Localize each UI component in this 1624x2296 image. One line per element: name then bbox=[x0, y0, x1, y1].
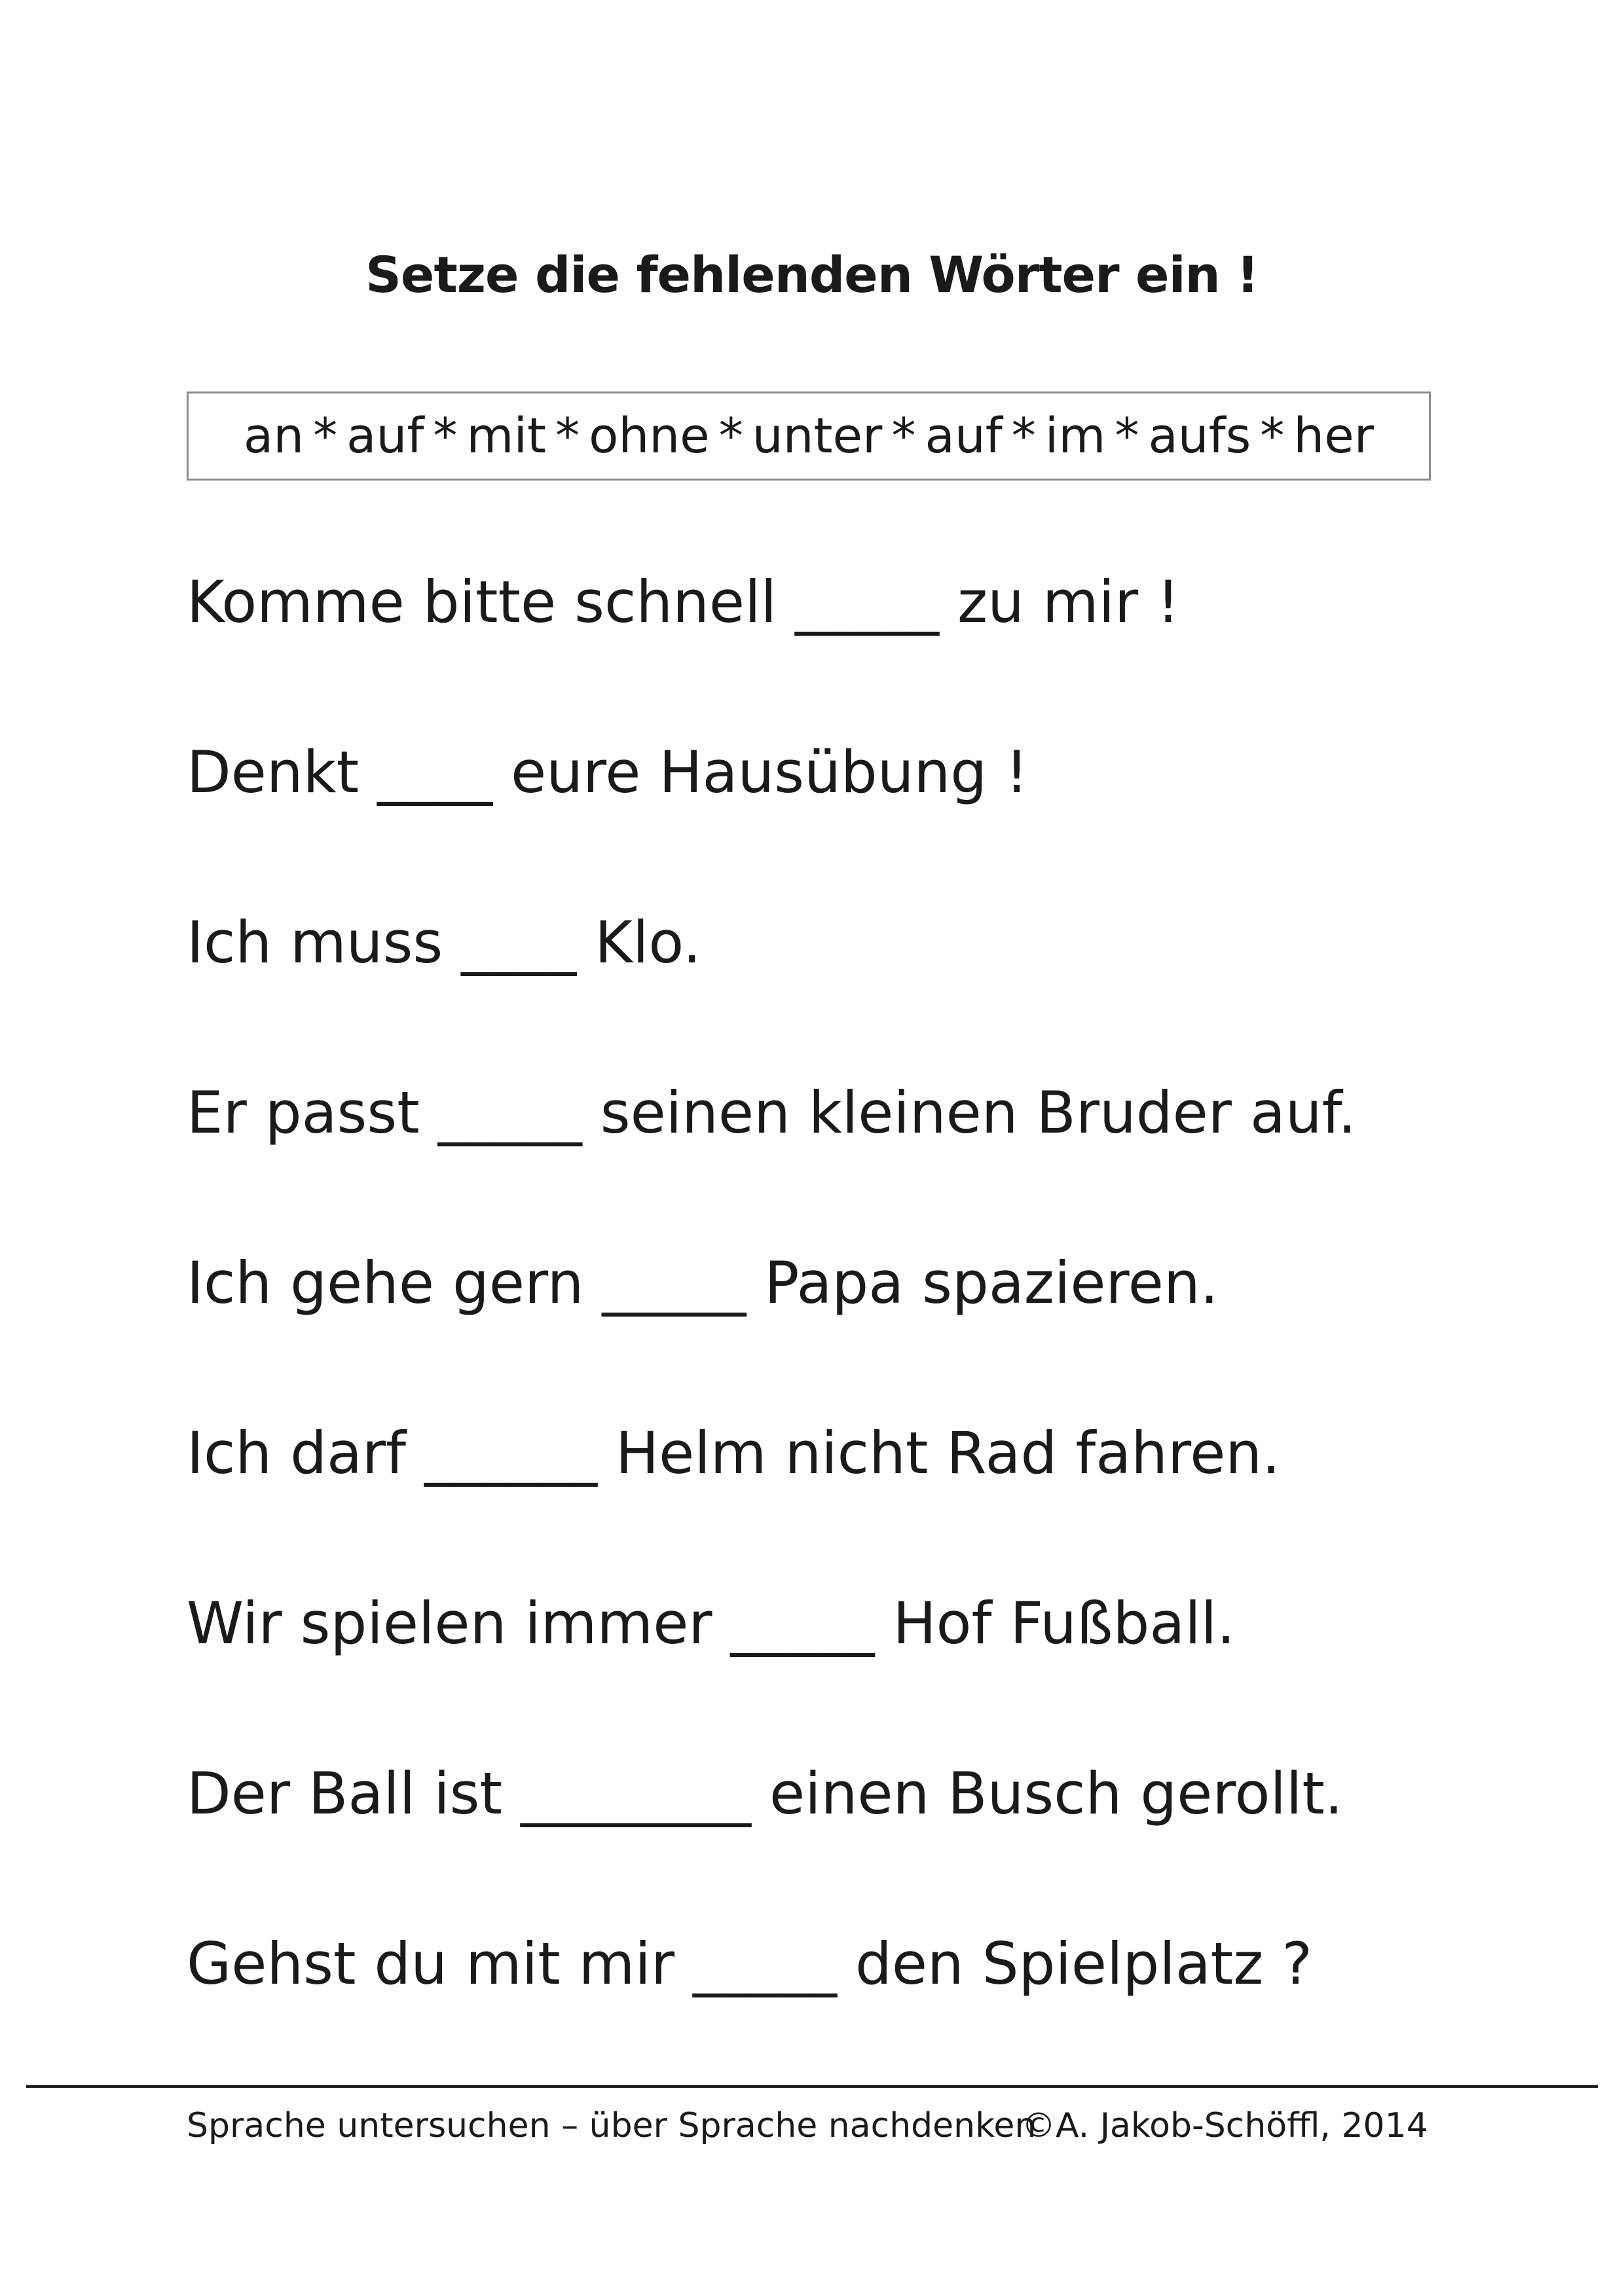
sentence-text-before: Ich muss bbox=[187, 909, 443, 976]
sentence-text-before: Ich gehe gern bbox=[187, 1249, 584, 1317]
word-bank-box bbox=[187, 392, 1431, 481]
exercise-sentence-3 bbox=[187, 903, 701, 982]
exercise-sentence-8 bbox=[187, 1755, 1343, 1833]
answer-blank[interactable]: _____ bbox=[730, 1590, 875, 1657]
sentence-text-after: eure Hausübung ! bbox=[511, 738, 1029, 806]
word-bank-word: im bbox=[1044, 408, 1106, 464]
footer-divider bbox=[26, 2085, 1598, 2088]
word-bank-word: auf bbox=[925, 408, 1003, 464]
answer-blank[interactable]: _____ bbox=[437, 1079, 582, 1146]
word-bank-word: auf bbox=[346, 408, 424, 464]
sentence-text-after: Papa spazieren. bbox=[764, 1249, 1219, 1317]
worksheet-title: Setze die fehlenden Wörter ein ! bbox=[365, 246, 1259, 304]
sentence-text-before: Der Ball ist bbox=[187, 1760, 503, 1827]
answer-blank[interactable]: _____ bbox=[794, 568, 939, 636]
sentence-text-after: den Spielplatz ? bbox=[855, 1930, 1313, 1997]
word-bank-word: aufs bbox=[1148, 408, 1251, 464]
sentence-text-before: Wir spielen immer bbox=[187, 1590, 712, 1657]
word-bank-separator: * bbox=[1011, 408, 1036, 464]
answer-blank[interactable]: ____ bbox=[461, 909, 577, 976]
word-bank-word: her bbox=[1293, 408, 1375, 464]
exercise-sentence-5 bbox=[187, 1244, 1219, 1322]
word-bank-separator: * bbox=[891, 408, 916, 464]
sentence-text-after: zu mir ! bbox=[957, 568, 1180, 636]
sentence-text-before: Ich darf bbox=[187, 1419, 407, 1487]
answer-blank[interactable]: ______ bbox=[424, 1419, 598, 1487]
word-bank-word: an bbox=[243, 408, 304, 464]
exercise-sentence-7 bbox=[187, 1584, 1235, 1663]
exercise-sentence-4 bbox=[187, 1074, 1356, 1152]
exercise-sentence-2 bbox=[187, 733, 1028, 812]
word-bank-word: mit bbox=[466, 408, 547, 464]
word-bank-separator: * bbox=[718, 408, 743, 464]
exercise-sentence-9 bbox=[187, 1925, 1312, 2003]
sentence-text-before: Denkt bbox=[187, 738, 360, 806]
word-bank-separator: * bbox=[555, 408, 580, 464]
answer-blank[interactable]: _____ bbox=[602, 1249, 747, 1317]
word-bank-separator: * bbox=[433, 408, 458, 464]
sentence-text-after: Klo. bbox=[595, 909, 701, 976]
sentence-text-before: Er passt bbox=[187, 1079, 420, 1146]
sentence-text-before: Komme bitte schnell bbox=[187, 568, 777, 636]
footer-copyright: ©A. Jakob-Schöffl, 2014 bbox=[1022, 2106, 1428, 2145]
word-bank-word: unter bbox=[752, 408, 883, 464]
sentence-text-after: seinen kleinen Bruder auf. bbox=[600, 1079, 1357, 1146]
sentence-text-after: Helm nicht Rad fahren. bbox=[616, 1419, 1281, 1487]
sentence-text-after: einen Busch gerollt. bbox=[769, 1760, 1343, 1827]
word-bank-separator: * bbox=[1260, 408, 1285, 464]
answer-blank[interactable]: ____ bbox=[377, 738, 493, 806]
word-bank-separator: * bbox=[1115, 408, 1139, 464]
footer-subject: Sprache untersuchen – über Sprache nachdenken bbox=[187, 2106, 1037, 2145]
sentence-text-before: Gehst du mit mir bbox=[187, 1930, 675, 1997]
exercise-sentence-1 bbox=[187, 563, 1179, 642]
word-bank-separator: * bbox=[313, 408, 338, 464]
sentence-text-after: Hof Fußball. bbox=[893, 1590, 1236, 1657]
answer-blank[interactable]: _____ bbox=[693, 1930, 838, 1997]
answer-blank[interactable]: ________ bbox=[521, 1760, 752, 1827]
word-bank-word: ohne bbox=[589, 408, 710, 464]
exercise-sentence-6 bbox=[187, 1414, 1280, 1493]
